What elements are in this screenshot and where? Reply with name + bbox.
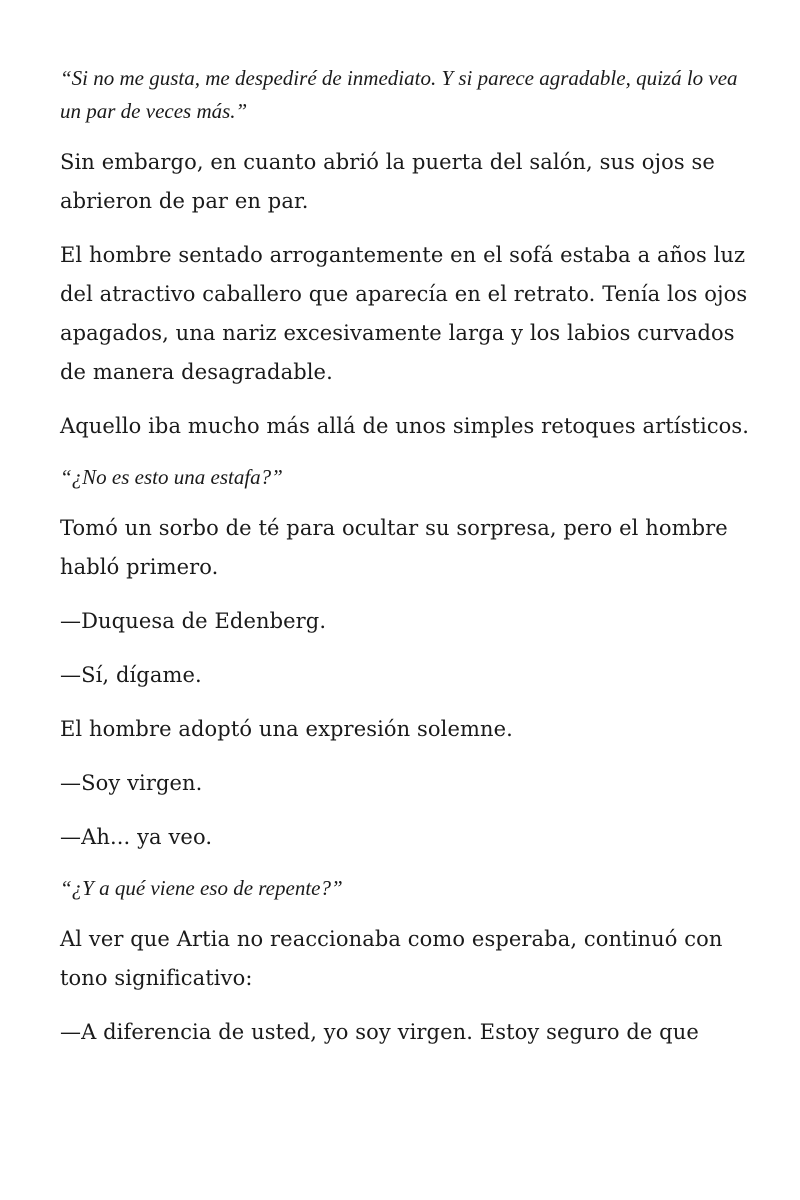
paragraph: Tomó un sorbo de té para ocultar su sorpresa, pero el hombre habló primero. <box>60 516 728 579</box>
inner-thought: “¿Y a qué viene eso de repente?” <box>60 876 343 900</box>
dialogue-line: —Ah... ya veo. <box>60 825 213 849</box>
inner-thought: “Si no me gusta, me despediré de inmediato. Y si parece agradable, quizá lo vea un par de veces más.” <box>60 66 738 123</box>
dialogue-line: —Sí, dígame. <box>60 663 202 687</box>
inner-thought: “¿No es esto una estafa?” <box>60 465 283 489</box>
paragraph: El hombre sentado arrogantemente en el sofá estaba a años luz del atractivo caballero que aparecía en el retrato. Tenía los ojos apagados, una nariz excesivamente larga y los labios curvados de manera desagradable. <box>60 243 748 384</box>
paragraph: El hombre adoptó una expresión solemne. <box>60 717 513 741</box>
paragraph: Sin embargo, en cuanto abrió la puerta del salón, sus ojos se abrieron de par en par. <box>60 150 715 213</box>
dialogue-line: —Duquesa de Edenberg. <box>60 609 327 633</box>
paragraph: Al ver que Artia no reaccionaba como esperaba, continuó con tono significativo: <box>60 927 723 990</box>
dialogue-line: —Soy virgen. <box>60 771 203 795</box>
paragraph: Aquello iba mucho más allá de unos simples retoques artísticos. <box>60 414 750 438</box>
reading-page <box>60 62 750 1067</box>
dialogue-line: —A diferencia de usted, yo soy virgen. Estoy seguro de que <box>60 1020 699 1044</box>
